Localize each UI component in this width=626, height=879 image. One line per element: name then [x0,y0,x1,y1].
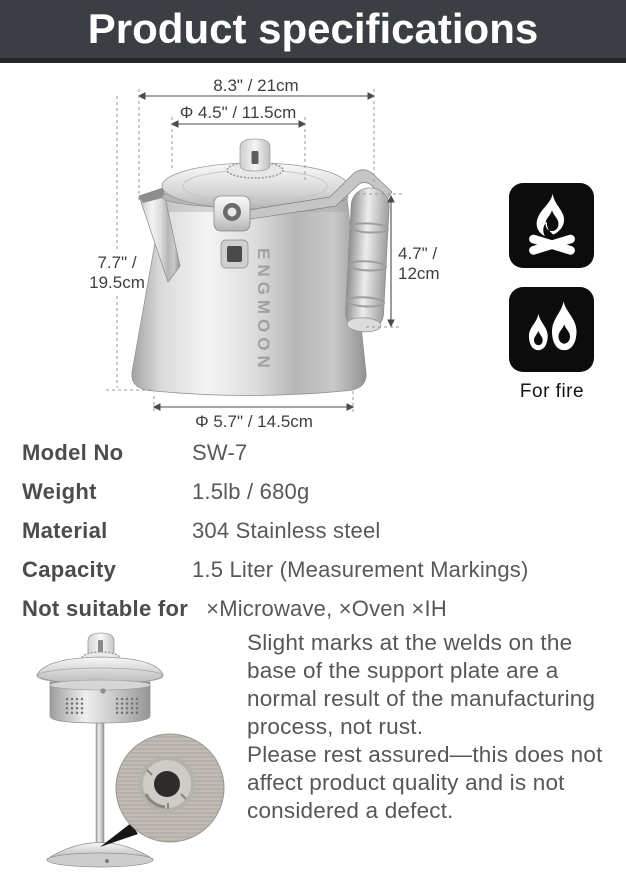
magnifier-detail [116,734,224,842]
fire-icon-open-flames [509,287,594,372]
spec-table [22,440,614,635]
kettle-illustration [132,139,392,396]
basket-illustration [0,628,245,879]
note-text [247,629,613,825]
dim-lid-diameter: Φ 4.5" / 11.5cm [179,103,297,122]
header-bar [0,0,626,63]
kettle-brand-text: ENGMOON [254,248,273,373]
spec-label: Weight [22,479,97,504]
dim-handle-line2: 12cm [398,264,440,283]
dim-height-line2: 19.5cm [89,273,145,292]
spec-value: SW-7 [192,440,248,465]
spec-row-not-suitable [22,596,614,622]
spec-row-material [22,518,614,544]
spec-value: 1.5lb / 680g [192,479,310,504]
spec-label: Model No [22,440,124,465]
spec-row-capacity [22,557,614,583]
dim-top-width: 8.3" / 21cm [213,76,299,95]
basket-stem [96,720,104,845]
spec-label: Capacity [22,557,117,582]
spec-row-model [22,440,614,466]
kettle-handle-grip [345,187,390,333]
fire-caption: For fire [519,381,585,402]
campfire-flame-icon [516,190,588,262]
dim-handle-line1: 4.7" / [398,244,438,263]
spec-label: Material [22,518,108,543]
spec-value: 1.5 Liter (Measurement Markings) [192,557,529,582]
page-title: Product specifications [87,5,539,52]
spec-value: ×Microwave, ×Oven ×IH [206,596,447,621]
note-paragraph-2: Please rest assured—this does not affect product quality and is not considered a defect. [247,742,603,823]
spec-label: Not suitable for [22,596,189,621]
fire-icon-campfire [509,183,594,268]
double-flame-icon [516,294,588,366]
spec-value: 304 Stainless steel [192,518,381,543]
basket-cup [50,680,150,723]
basket-base [47,843,153,868]
note-paragraph-1: Slight marks at the welds on the base of the support plate are a normal result of the manufacturing process, not rust. [247,630,596,739]
dim-base-diameter: Φ 5.7" / 14.5cm [195,412,313,430]
dim-height-line1: 7.7" / [97,253,137,272]
spec-row-weight [22,479,614,505]
